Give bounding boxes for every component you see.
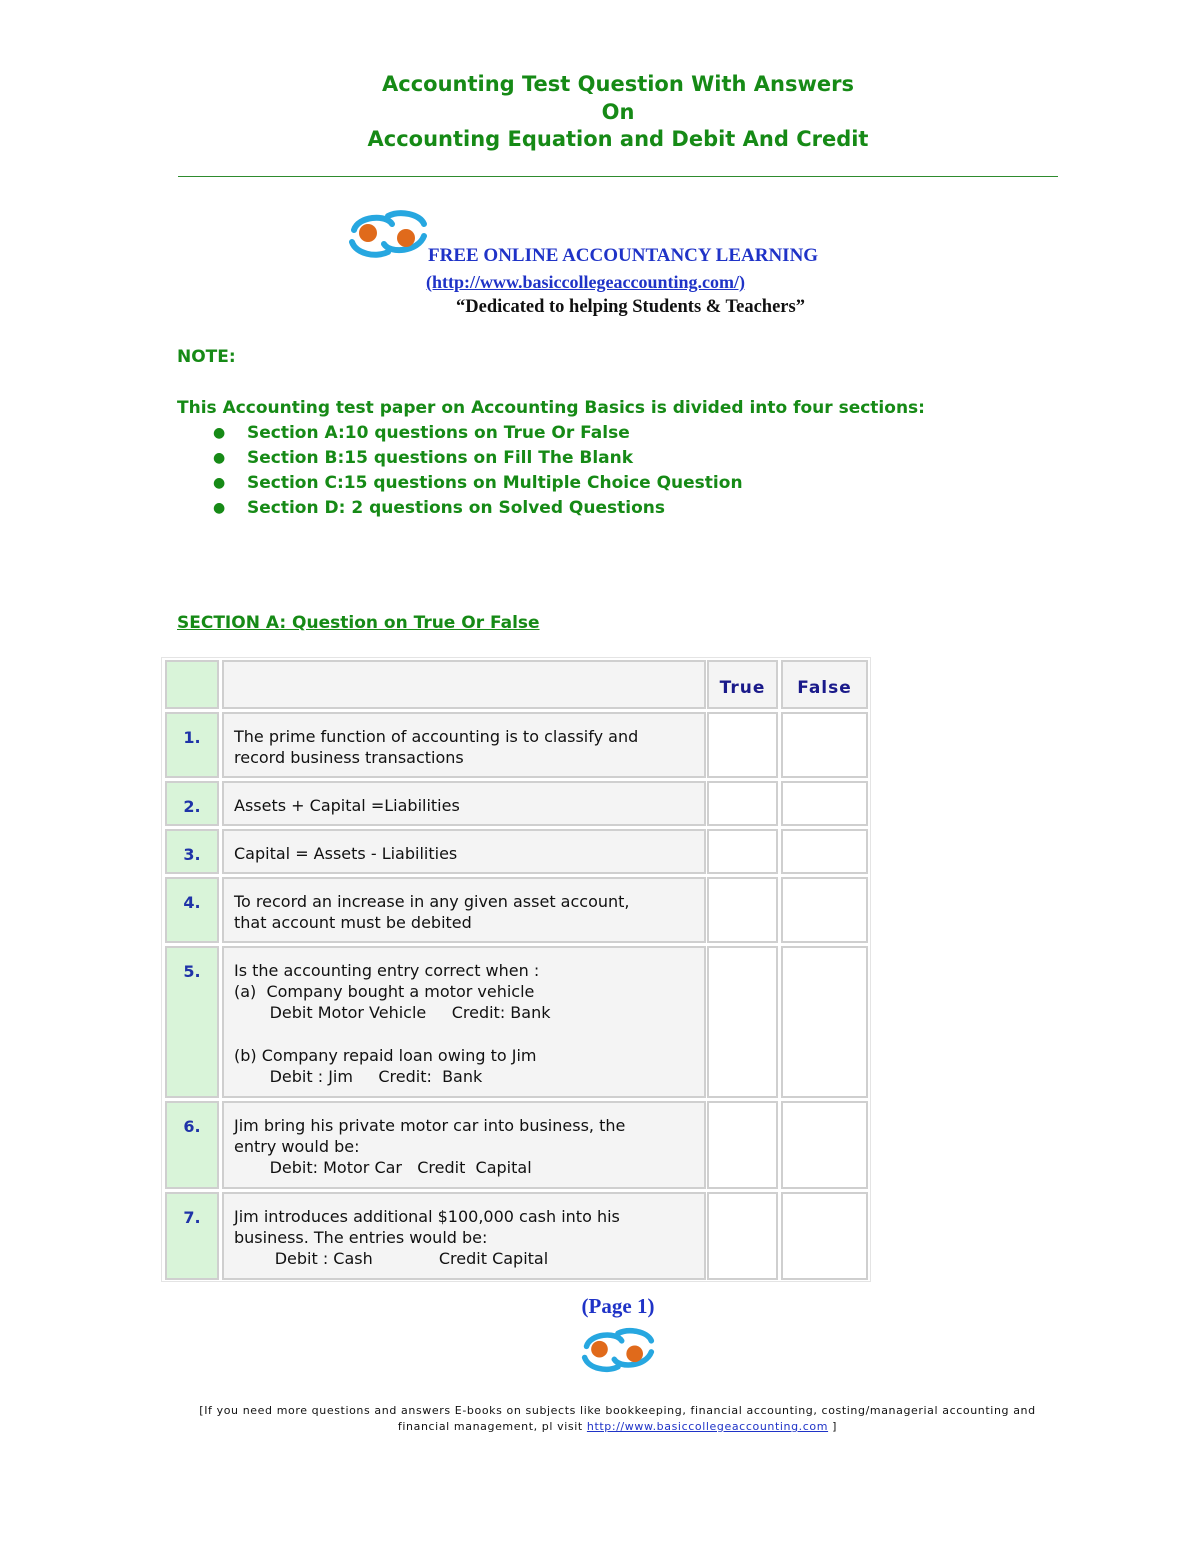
footer-link[interactable]: http://www.basiccollegeaccounting.com <box>586 1420 829 1433</box>
question-number: 5. <box>165 946 219 1098</box>
brand-name: FREE ONLINE ACCOUNTANCY LEARNING <box>428 245 819 266</box>
question-text <box>222 1192 706 1280</box>
question-text <box>222 829 706 874</box>
document-title-line-2: On <box>601 100 635 124</box>
false-answer-cell[interactable] <box>781 946 868 1098</box>
question-line: To record an increase in any given asset account, <box>234 892 630 911</box>
section-list <box>177 421 743 521</box>
true-answer-cell[interactable] <box>707 946 778 1098</box>
question-line: Is the accounting entry correct when : <box>234 961 540 980</box>
false-answer-cell[interactable] <box>781 1101 868 1189</box>
column-header-false: False <box>781 660 868 709</box>
question-text <box>222 781 706 826</box>
true-answer-cell[interactable] <box>707 781 778 826</box>
section-list-item: ● Section D: 2 questions on Solved Questions <box>177 496 743 521</box>
question-line: Jim bring his private motor car into business, the <box>234 1116 626 1135</box>
title-divider <box>178 176 1058 177</box>
question-line <box>234 1023 694 1045</box>
question-line: entry would be: <box>234 1137 360 1156</box>
document-title-line-1: Accounting Test Question With Answers <box>382 72 854 96</box>
note-label: NOTE: <box>177 347 236 367</box>
question-line: Assets + Capital =Liabilities <box>234 796 460 815</box>
bullet-icon: ● <box>213 450 226 466</box>
document-title-line-3: Accounting Equation and Debit And Credit <box>367 127 869 151</box>
question-line: The prime function of accounting is to classify and <box>234 727 639 746</box>
header-question-cell <box>222 660 706 709</box>
header-number-cell <box>165 660 219 709</box>
section-a-heading: SECTION A: Question on True Or False <box>177 613 540 633</box>
footer-text: [If you need more questions and answers E-books on subjects like bookkeeping, financial accounting, costing/managerial accounting and financial management, pl visit <box>199 1404 1036 1433</box>
question-text <box>222 946 706 1098</box>
question-number: 1. <box>165 712 219 778</box>
question-line: business. The entries would be: <box>234 1228 488 1247</box>
question-text <box>222 877 706 943</box>
true-answer-cell[interactable] <box>707 1192 778 1280</box>
page-number: (Page 1) <box>581 1294 655 1318</box>
question-number: 3. <box>165 829 219 874</box>
false-answer-cell[interactable] <box>781 1192 868 1280</box>
question-line: that account must be debited <box>234 913 472 932</box>
question-line: (b) Company repaid loan owing to Jim <box>234 1046 537 1065</box>
question-line: Debit : Cash Credit Capital <box>234 1249 549 1268</box>
true-answer-cell[interactable] <box>707 1101 778 1189</box>
section-list-item: ● Section C:15 questions on Multiple Choice Question <box>177 471 743 496</box>
column-header-true: True <box>707 660 778 709</box>
section-list-item: ● Section B:15 questions on Fill The Blank <box>177 446 743 471</box>
question-number: 6. <box>165 1101 219 1189</box>
footer-text-end: ] <box>828 1420 838 1433</box>
bullet-icon: ● <box>213 475 226 491</box>
question-text <box>222 712 706 778</box>
question-number: 2. <box>165 781 219 826</box>
question-line: Debit : Jim Credit: Bank <box>234 1067 483 1086</box>
footer-note <box>175 1403 1060 1435</box>
question-number: 7. <box>165 1192 219 1280</box>
question-line: Jim introduces additional $100,000 cash into his <box>234 1207 620 1226</box>
brand-motto: “Dedicated to helping Students & Teachers” <box>456 297 805 317</box>
true-answer-cell[interactable] <box>707 829 778 874</box>
section-list-item: ● Section A:10 questions on True Or False <box>177 421 743 446</box>
crab-logo-icon <box>348 208 428 262</box>
brand-url-link[interactable]: (http://www.basiccollegeaccounting.com/) <box>426 272 745 292</box>
false-answer-cell[interactable] <box>781 829 868 874</box>
question-line: (a) Company bought a motor vehicle <box>234 982 535 1001</box>
crab-logo-icon <box>578 1326 658 1376</box>
true-answer-cell[interactable] <box>707 712 778 778</box>
question-line: record business transactions <box>234 748 464 767</box>
false-answer-cell[interactable] <box>781 712 868 778</box>
false-answer-cell[interactable] <box>781 877 868 943</box>
question-line: Debit Motor Vehicle Credit: Bank <box>234 1003 551 1022</box>
question-line: Debit: Motor Car Credit Capital <box>234 1158 532 1177</box>
true-answer-cell[interactable] <box>707 877 778 943</box>
question-number: 4. <box>165 877 219 943</box>
bullet-icon: ● <box>213 500 226 516</box>
question-text <box>222 1101 706 1189</box>
question-line: Capital = Assets - Liabilities <box>234 844 458 863</box>
false-answer-cell[interactable] <box>781 781 868 826</box>
note-intro: This Accounting test paper on Accounting Basics is divided into four sections: <box>177 398 925 418</box>
bullet-icon: ● <box>213 425 226 441</box>
